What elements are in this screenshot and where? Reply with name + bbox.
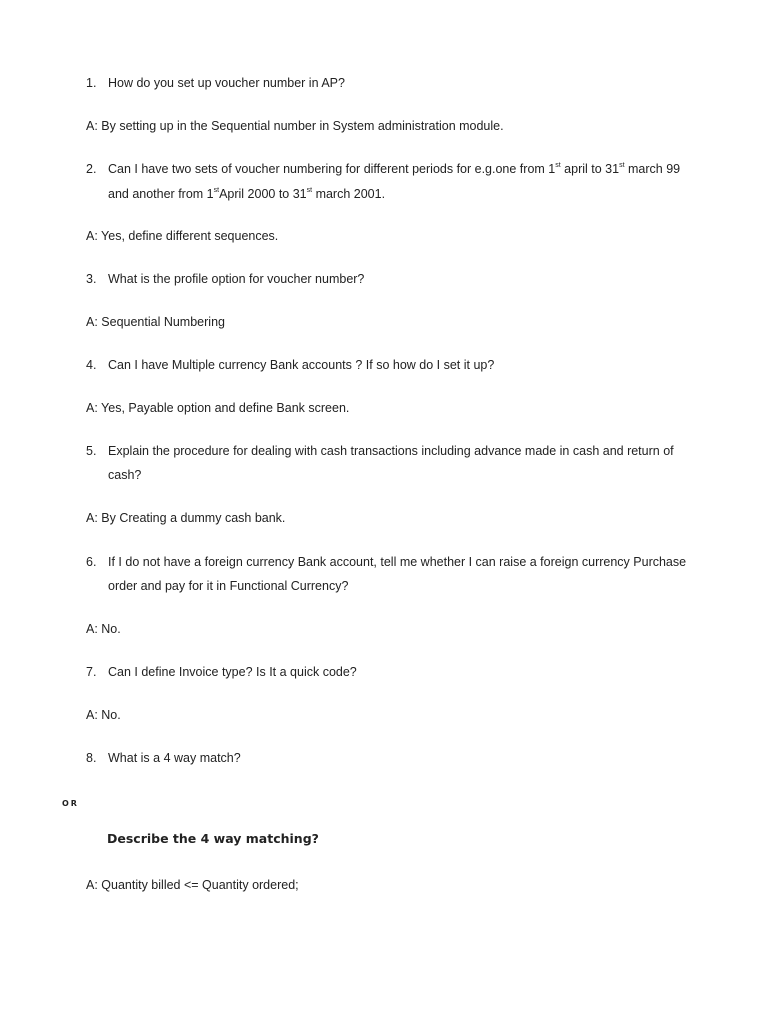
question-2-line-1: [108, 161, 680, 177]
question-6-line-2: order and pay for it in Functional Currency?: [108, 579, 349, 593]
answer-7-text: A: No.: [86, 708, 121, 722]
question-2-line-2-sup-1: st: [213, 187, 220, 194]
question-6-line-1: If I do not have a foreign currency Bank account, tell me whether I can raise a foreign currency Purchase: [108, 555, 687, 569]
question-1-number: 1.: [86, 76, 97, 90]
question-5-line-1: Explain the procedure for dealing with cash transactions including advance made in cash and return of: [108, 444, 674, 458]
question-3-text: What is the profile option for voucher number?: [108, 272, 365, 286]
question-2-line-1-sup-1: st: [555, 162, 561, 169]
question-7-number: 7.: [86, 665, 97, 679]
question-4-number: 4.: [86, 358, 97, 372]
question-2-line-2-part-3: march 2001.: [312, 187, 386, 201]
question-1-text: How do you set up voucher number in AP?: [108, 76, 345, 90]
final-answer-text: A: Quantity billed <= Quantity ordered;: [86, 878, 299, 892]
question-2-line-1-part-2: april to 31: [560, 162, 620, 176]
question-2-line-1-sup-2: st: [619, 162, 625, 169]
question-8-number: 8.: [86, 751, 97, 765]
question-2-line-2-part-2: April 2000 to 31: [219, 187, 307, 201]
question-3-number: 3.: [86, 272, 97, 286]
answer-4-text: A: Yes, Payable option and define Bank screen.: [86, 401, 350, 415]
question-5-number: 5.: [86, 444, 97, 458]
question-2-line-1-part-3: march 99: [624, 162, 681, 176]
question-7-text: Can I define Invoice type? Is It a quick code?: [108, 665, 357, 679]
answer-1-text: A: By setting up in the Sequential number in System administration module.: [86, 119, 504, 133]
answer-3-text: A: Sequential Numbering: [86, 315, 225, 329]
answer-2-text: A: Yes, define different sequences.: [86, 229, 279, 243]
question-5-line-2: cash?: [108, 468, 142, 482]
or-separator-label: OR: [62, 799, 79, 808]
question-2-line-2: [108, 186, 385, 202]
answer-6-text: A: No.: [86, 622, 121, 636]
question-2-line-2-sup-2: st: [306, 187, 313, 194]
four-way-matching-heading: Describe the 4 way matching?: [107, 831, 319, 846]
question-2-number: 2.: [86, 162, 97, 176]
answer-5-text: A: By Creating a dummy cash bank.: [86, 511, 286, 525]
question-2-line-2-part-1: and another from 1: [108, 187, 214, 201]
question-6-number: 6.: [86, 555, 97, 569]
question-4-text: Can I have Multiple currency Bank accounts ? If so how do I set it up?: [108, 358, 495, 372]
question-2-line-1-part-1: Can I have two sets of voucher numbering for different periods for e.g.one from 1: [108, 162, 556, 176]
question-8-text: What is a 4 way match?: [108, 751, 241, 765]
